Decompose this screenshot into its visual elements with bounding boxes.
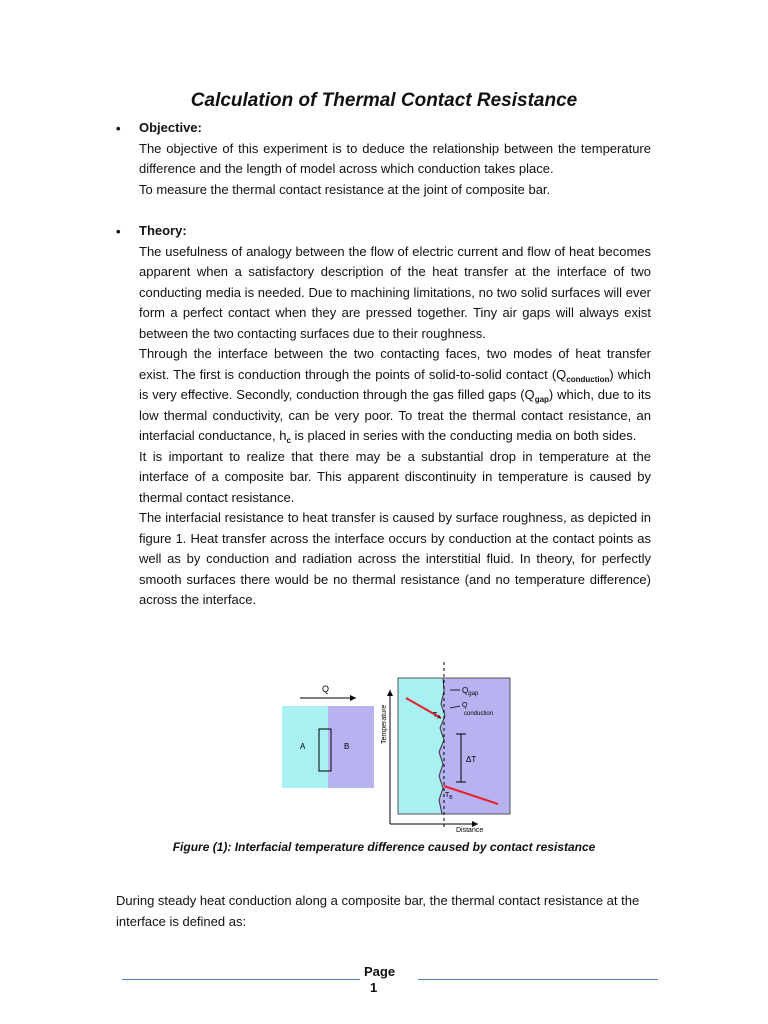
zoomed-medium-b (439, 678, 510, 814)
bullet-objective: • (116, 121, 121, 136)
theory-paragraph-1: The usefulness of analogy between the flow of electric current and flow of heat becomes apparent when a satisfactory description of the heat transfer at the interface of two conducting media is needed. Due to machining limitations, no two solid surfaces will ever form a perfect contact when they are pressed together. Tiny air gaps will always exist between the two contacting surfaces due to their roughness. (139, 243, 651, 341)
medium-a-label: A (300, 742, 306, 751)
ta-label: $T_A$ (433, 712, 441, 721)
theory-paragraph-3: It is important to realize that there may be a substantial drop in temperature at the interface of a composite bar. This apparent discontinuity in temperature is caused by thermal contact resistance. (139, 448, 651, 505)
q-gap-label: $Q_{gap}$ (462, 686, 479, 697)
tb-label: $T_B$ (445, 792, 453, 801)
closing-paragraph: During steady heat conduction along a composite bar, the thermal contact resistance at the interface is defined as: (116, 893, 640, 929)
page-label: Page (364, 964, 396, 979)
page-title: Calculation of Thermal Contact Resistance (190, 90, 578, 111)
delta-t-label: ΔT (466, 755, 477, 764)
bullet-theory: • (116, 224, 121, 239)
q-conduction-label: Q conduction (462, 702, 494, 717)
temperature-axis-label: Temperature (381, 704, 388, 744)
theory-section (139, 221, 651, 611)
medium-b (328, 706, 374, 788)
theory-paragraph-2: Through the interface between the two contacting faces, two modes of heat transfer exist. The first is conduction through the points of solid-to-solid contact $(Q_{conduction})$ which is very effective. Secondly, conduction through the gas filled gaps $(Q_{gap})$ which, due to its low thermal conductivity, can be very poor. To treat the thermal contact resistance, an interfacial conductance, $h_c$ is placed in series with the conducting media on both sides. (139, 346, 652, 445)
objective-heading: Objective: (139, 120, 202, 135)
objective-section (139, 118, 651, 200)
footer-rule-right (418, 979, 658, 980)
page-number-block (364, 964, 414, 996)
theory-paragraph-4: The interfacial resistance to heat transfer is caused by surface roughness, as depicted in figure 1. Heat transfer across the interface occurs by conduction at the contact points as well as by conduction and radiation across the interstitial fluid. In theory, for perfectly smooth surfaces there would be no thermal resistance (and no temperature difference) across the interface. (139, 510, 651, 607)
footer-rule-left (122, 979, 360, 980)
zoomed-medium-a (398, 678, 445, 814)
medium-b-label: B (344, 742, 350, 751)
page-number: 1 (370, 980, 378, 995)
objective-paragraph-2: To measure the thermal contact resistance at the joint of composite bar. (139, 181, 551, 197)
figure-diagram (278, 656, 518, 836)
figure-interfacial-temperature (278, 656, 518, 841)
figure-caption: Figure (1): Interfacial temperature difference caused by contact resistance (172, 840, 596, 854)
theory-heading: Theory: (139, 223, 187, 238)
distance-axis-label: Distance (456, 827, 484, 834)
heat-flow-label: Q (322, 684, 330, 694)
objective-paragraph-1: The objective of this experiment is to deduce the relationship between the temperature difference and the length of model across which conduction takes place. (139, 140, 651, 176)
